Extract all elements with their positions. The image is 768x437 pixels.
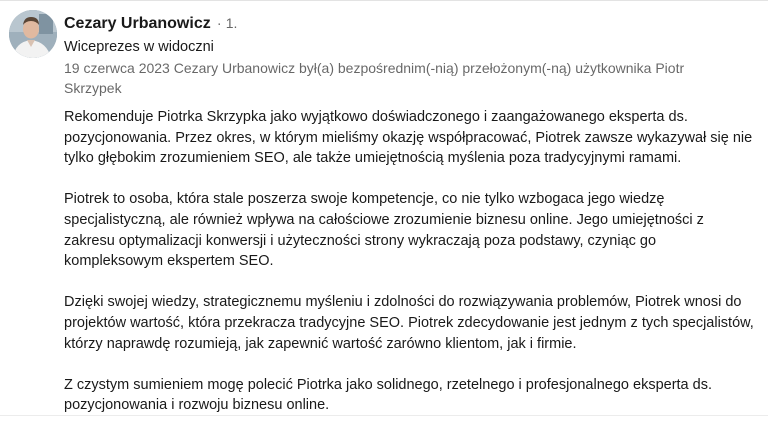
connection-degree: 1. <box>226 12 238 34</box>
avatar[interactable] <box>9 10 57 58</box>
recommendation-paragraph: Piotrek to osoba, która stale poszerza swoje kompetencje, co nie tylko wzbogaca jego wiedzę specjalistyczną, ale również wpływa na całościowe zrozumienie biznesu online. Jego umiejętności z zakresu optymalizacji konwersji i użyteczności strony wykraczają poza podstawy, czyniąc go kompleksowym ekspertem SEO. <box>64 189 754 271</box>
recommender-headline: Wiceprezes w widoczni <box>64 37 754 57</box>
recommendation-paragraph: Z czystym sumieniem mogę polecić Piotrka jako solidnego, rzetelnego i profesjonalnego eksperta ds. pozycjonowania i rozwoju biznesu online. <box>64 375 754 416</box>
recommendation-paragraph: Dzięki swojej wiedzy, strategicznemu myśleniu i zdolności do rozwiązywania problemów, Piotrek wnosi do projektów wartość, która przekracza tradycyjne SEO. Piotrek zdecydowanie jest jednym z tych specjalistów, którzy naprawdę rozumieją, jak zapewnić wartość zarówno klientom, jak i firmie. <box>64 292 754 354</box>
recommendation-text <box>64 107 754 437</box>
recommendation-paragraph: Rekomenduje Piotrka Skrzypka jako wyjątkowo doświadczonego i zaangażowanego eksperta ds. pozycjonowania. Przez okres, w którym mieliśmy okazję współpracować, Piotrek zawsze wykazywał się nie tylko głębokim zrozumieniem SEO, ale także umiejętnością myślenia poza tradycyjnymi ramami. <box>64 107 754 169</box>
separator-dot: · <box>217 13 222 35</box>
name-row <box>64 12 754 34</box>
recommender-name[interactable]: Cezary Urbanowicz <box>64 13 211 35</box>
avatar-photo-icon <box>9 10 57 58</box>
recommendation-meta: 19 czerwca 2023 Cezary Urbanowicz był(a) bezpośrednim(-nią) przełożonym(-ną) użytkownika Piotr Skrzypek <box>64 58 714 98</box>
recommender-header <box>64 12 754 98</box>
